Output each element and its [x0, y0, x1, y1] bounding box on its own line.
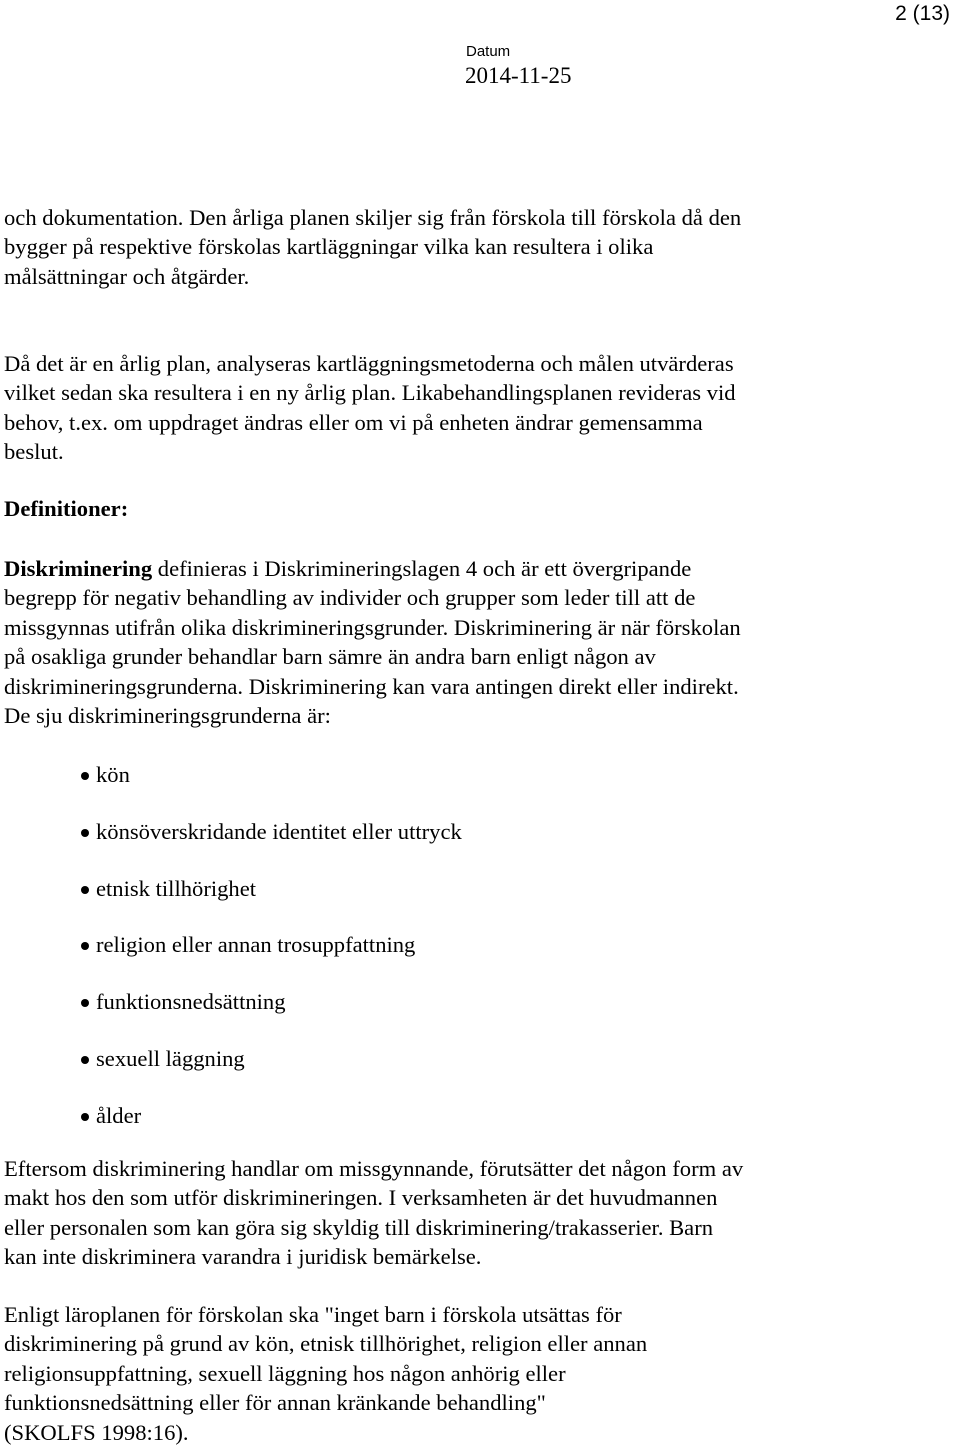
- term-discrimination: Diskriminering: [4, 556, 153, 581]
- paragraph-line: kan inte diskriminera varandra i juridisk bemärkelse.: [4, 1244, 482, 1270]
- list-item-text: religion eller annan trosuppfattning: [96, 932, 416, 958]
- paragraph-evaluation: [4, 349, 944, 467]
- paragraph-line: behov, t.ex. om uppdraget ändras eller om vi på enheten ändrar gemensamma: [4, 409, 703, 435]
- list-item-text: kön: [96, 762, 130, 787]
- citation: (SKOLFS 1998:16).: [4, 1419, 189, 1445]
- list-item-text: funktionsnedsättning: [96, 989, 286, 1015]
- paragraph-line: och dokumentation. Den årliga planen skiljer sig från förskola till förskola då den: [4, 205, 742, 230]
- date-value: 2014-11-25: [465, 63, 572, 88]
- paragraph-line: på osakliga grunder behandlar barn sämre än andra barn enligt någon av: [4, 644, 656, 670]
- list-item-text: könsöverskridande identitet eller uttryck: [96, 818, 462, 844]
- paragraph-line: De sju diskrimineringsgrunderna är:: [4, 703, 331, 729]
- bullet-icon: [81, 999, 89, 1007]
- paragraph-line: funktionsnedsättning eller för annan kränkande behandling": [4, 1390, 546, 1416]
- paragraph-curriculum-quote: [4, 1300, 944, 1447]
- paragraph-line: målsättningar och åtgärder.: [4, 263, 250, 289]
- bullet-icon: [81, 1113, 89, 1121]
- bullet-icon: [81, 1056, 89, 1064]
- paragraph-discrimination-definition: [4, 554, 944, 730]
- list-item-text: sexuell läggning: [96, 1045, 245, 1071]
- paragraph-line: bygger på respektive förskolas kartläggningar vilka kan resultera i olika: [4, 234, 654, 260]
- paragraph-line: eller personalen som kan göra sig skyldig till diskriminering/trakasserier. Barn: [4, 1214, 714, 1240]
- paragraph-line: makt hos den som utför diskrimineringen. I verksamheten är det huvudmannen: [4, 1185, 718, 1211]
- paragraph-line: Enligt läroplanen för förskolan ska "inget barn i förskola utsättas för: [4, 1302, 622, 1327]
- bullet-icon: [81, 942, 89, 950]
- page-number: 2 (13): [895, 2, 950, 25]
- bullet-icon: [81, 772, 89, 780]
- bullet-icon: [81, 886, 89, 894]
- paragraph-line: missgynnas utifrån olika diskrimineringsgrunder. Diskriminering är när förskolan: [4, 614, 741, 640]
- paragraph-line: begrepp för negativ behandling av individer och grupper som leder till att de: [4, 585, 696, 611]
- date-label: Datum: [466, 43, 511, 60]
- definition-text: definieras i Diskrimineringslagen 4 och är ett övergripande: [152, 556, 692, 581]
- paragraph-power: [4, 1154, 944, 1272]
- paragraph-line: Då det är en årlig plan, analyseras kartläggningsmetoderna och målen utvärderas: [4, 351, 734, 376]
- paragraph-line: vilket sedan ska resultera i en ny årlig plan. Likabehandlingsplanen revideras vid: [4, 380, 736, 406]
- paragraph-line: diskrimineringsgrunderna. Diskriminering kan vara antingen direkt eller indirekt.: [4, 673, 739, 699]
- list-item-text: ålder: [96, 1102, 142, 1128]
- bullet-icon: [81, 829, 89, 837]
- paragraph-line: Eftersom diskriminering handlar om missgynnande, förutsätter det någon form av: [4, 1156, 744, 1181]
- definitions-heading: Definitioner:: [4, 496, 129, 521]
- paragraph-line: diskriminering på grund av kön, etnisk tillhörighet, religion eller annan: [4, 1331, 648, 1357]
- paragraph-line: beslut.: [4, 439, 64, 465]
- list-item-text: etnisk tillhörighet: [96, 875, 257, 901]
- paragraph-line: [4, 554, 944, 583]
- paragraph-line: religionsuppfattning, sexuell läggning hos någon anhörig eller: [4, 1360, 566, 1386]
- paragraph-documentation: [4, 203, 944, 291]
